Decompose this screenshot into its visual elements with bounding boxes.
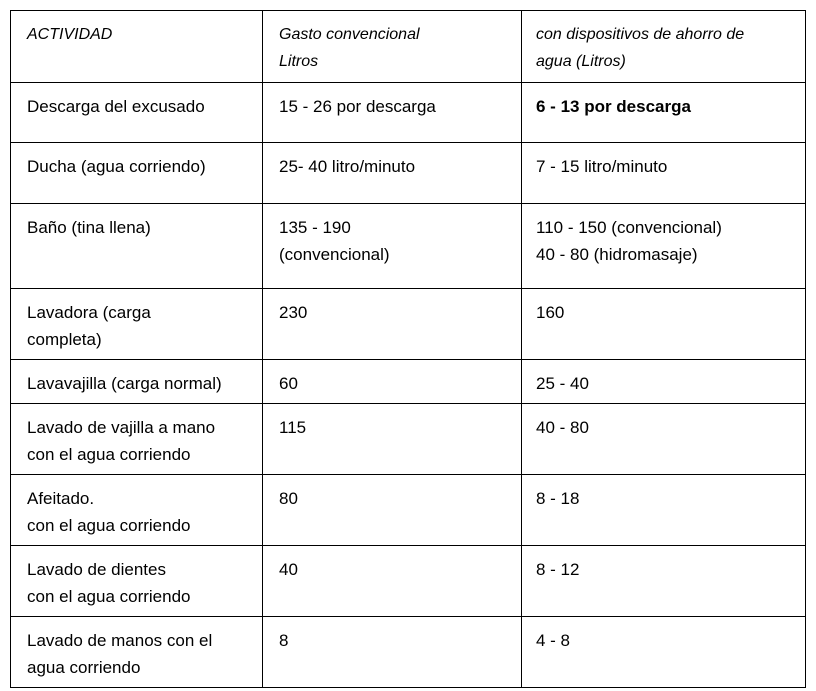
table-row bbox=[11, 475, 806, 546]
activity-cell: Ducha (agua corriendo) bbox=[11, 143, 263, 204]
saving-cell: 7 - 15 litro/minuto bbox=[522, 143, 806, 204]
saving-cell: 4 - 8 bbox=[522, 617, 806, 688]
activity-cell: Lavado de dientes con el agua corriendo bbox=[11, 546, 263, 617]
table-header-row bbox=[11, 11, 806, 83]
conventional-cell: 8 bbox=[263, 617, 522, 688]
saving-cell: 110 - 150 (convencional) 40 - 80 (hidromasaje) bbox=[522, 204, 806, 289]
saving-cell: 25 - 40 bbox=[522, 360, 806, 404]
activity-cell: Afeitado. con el agua corriendo bbox=[11, 475, 263, 546]
saving-cell: 40 - 80 bbox=[522, 404, 806, 475]
activity-cell: Lavadora (carga completa) bbox=[11, 289, 263, 360]
table-row bbox=[11, 546, 806, 617]
conventional-cell: 15 - 26 por descarga bbox=[263, 83, 522, 143]
saving-cell: 8 - 18 bbox=[522, 475, 806, 546]
conventional-cell: 135 - 190 (convencional) bbox=[263, 204, 522, 289]
activity-cell: Descarga del excusado bbox=[11, 83, 263, 143]
activity-cell: Lavavajilla (carga normal) bbox=[11, 360, 263, 404]
table-row bbox=[11, 289, 806, 360]
activity-cell: Baño (tina llena) bbox=[11, 204, 263, 289]
water-usage-table bbox=[10, 10, 806, 688]
activity-cell: Lavado de vajilla a mano con el agua corriendo bbox=[11, 404, 263, 475]
saving-cell: 8 - 12 bbox=[522, 546, 806, 617]
table-row bbox=[11, 617, 806, 688]
conventional-cell: 80 bbox=[263, 475, 522, 546]
table-row bbox=[11, 204, 806, 289]
saving-cell: 6 - 13 por descarga bbox=[522, 83, 806, 143]
table-row bbox=[11, 360, 806, 404]
conventional-cell: 25- 40 litro/minuto bbox=[263, 143, 522, 204]
table-row bbox=[11, 404, 806, 475]
table-row bbox=[11, 83, 806, 143]
activity-cell: Lavado de manos con el agua corriendo bbox=[11, 617, 263, 688]
header-saving: con dispositivos de ahorro de agua (Litros) bbox=[522, 11, 806, 83]
table-row bbox=[11, 143, 806, 204]
conventional-cell: 230 bbox=[263, 289, 522, 360]
conventional-cell: 115 bbox=[263, 404, 522, 475]
header-conventional: Gasto convencional Litros bbox=[263, 11, 522, 83]
header-activity: ACTIVIDAD bbox=[11, 11, 263, 83]
conventional-cell: 40 bbox=[263, 546, 522, 617]
saving-cell: 160 bbox=[522, 289, 806, 360]
conventional-cell: 60 bbox=[263, 360, 522, 404]
